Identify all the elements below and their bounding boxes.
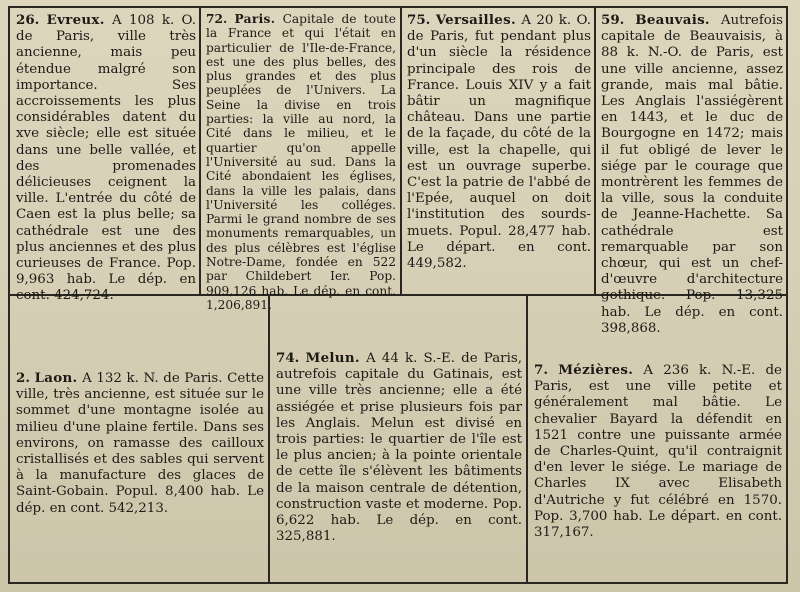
entry-text: A 236 k. N.-E. de Paris, est une ville petite et généralement mal bâtie. Le chevalier Bayard la défendit en 1521 contre une puissante armée de Charles-Quint, qu'il contraignit d'en lever le siége. Le mariage de Charles IX avec Elisabeth d'Autriche y fut célébré en 1570. Pop. 3,700 hab. Le départ. en cont. 317,167. (534, 363, 782, 541)
entry-title: Versailles. (435, 12, 516, 28)
entry-title: Evreux. (46, 12, 105, 28)
entry-text: A 44 k. S.-E. de Paris, autrefois capitale du Gatinais, est une ville très ancienne; elle a été assiégée et prise plusieurs fois par les Anglais. Melun est divisé en trois parties: le quartier de l'île est le plus ancien; à la pointe orientale de cette île s'élèvent les bâtiments de la maison centrale de détention, construction vaste et moderne. Pop. 6,622 hab. Le dép. en cont. 325,881. (276, 351, 522, 545)
entry-melun (276, 350, 522, 580)
entry-text: A 20 k. O. de Paris, fut pendant plus d'un siècle la résidence principale des rois de France. Louis XIV y a fait bâtir un magnifique château. Dans une partie de la façade, du côté de la ville, est la chapelle, qui est un ouvrage superbe. C'est la patrie de l'abbé de l'Epée, auquel on doit l'institution des sourds-muets. Popul. 28,477 hab. Le départ. en cont. 449,582. (407, 13, 591, 272)
entry-laon (16, 370, 264, 580)
entry-evreux (16, 12, 196, 304)
entry-title: Paris. (234, 12, 276, 26)
entry-text: Autrefois capitale de Beauvaisis, à 88 k. N.-O. de Paris, est une ville ancienne, assez grande, mais mal bâtie. Les Anglais l'assiégèrent en 1443, et le duc de Bourgogne en 1472; mais il fut obligé de lever le siége par le courage que montrèrent les femmes de la ville, sous la conduite de Jeanne-Hachette. Sa cathédrale est remarquable par son chœur, qui est un chef-d'œuvre d'architecture gothique. Pop. 13,325 hab. Le dép. en cont. 398,868. (601, 13, 783, 336)
column-divider (199, 6, 201, 296)
column-divider (594, 6, 596, 296)
entry-title: Mézières. (558, 362, 634, 378)
entry-text: A 132 k. N. de Paris. Cette ville, très ancienne, est située sur le sommet d'une montagne isolée au milieu d'une plaine fertile. Dans ses environs, on ramasse des cailloux cristallisés et des sables qui servent à la manufacture des glaces de Saint-Gobain. Popul. 8,400 hab. Le dép. en cont. 542,213. (16, 371, 264, 516)
entry-mezieres (534, 362, 782, 580)
entry-title: Melun. (305, 350, 360, 366)
entry-number: 72. (206, 12, 228, 26)
entry-number: 26. (16, 12, 40, 28)
entry-number: 74. (276, 350, 300, 366)
entry-text: Capitale de toute la France et qui l'était en particulier de l'Ile-de-France, est une des plus belles, des plus grandes et des plus peuplées de l'Univers. La Seine la divise en trois parties: la ville au nord, la Cité dans le milieu, et le quartier qu'on appelle l'Université au sud. Dans la Cité abondaient les églises, dans la ville les palais, dans l'Université les colléges. Parmi le grand nombre de ses monuments remarquables, un des plus célèbres est l'église Notre-Dame, fondée en 522 par Childebert Ier. Pop. 909,126 hab. Le dép. en cont. 1,206,891. (206, 12, 396, 312)
entry-number: 2. (16, 370, 30, 386)
column-divider (526, 294, 528, 584)
entry-versailles (407, 12, 591, 292)
entry-title: Laon. (34, 370, 78, 386)
entry-number: 75. (407, 12, 431, 28)
entry-paris (206, 12, 396, 312)
entry-text: A 108 k. O. de Paris, ville très ancienne, mais peu étendue malgré son importance. Ses accroissements les plus considérables datent du xve siècle; elle est située dans une belle vallée, et des promenades délicieuses ceignent la ville. L'entrée du côté de Caen est la plus belle; sa cathédrale est une des plus anciennes et des plus curieuses de France. Pop. 9,963 hab. Le dép. en cont. 424,724. (16, 13, 196, 304)
entry-title: Beauvais. (635, 12, 710, 28)
entry-number: 59. (601, 12, 625, 28)
entry-beauvais (601, 12, 783, 336)
column-divider (268, 294, 270, 584)
entry-number: 7. (534, 362, 548, 378)
column-divider (400, 6, 402, 296)
